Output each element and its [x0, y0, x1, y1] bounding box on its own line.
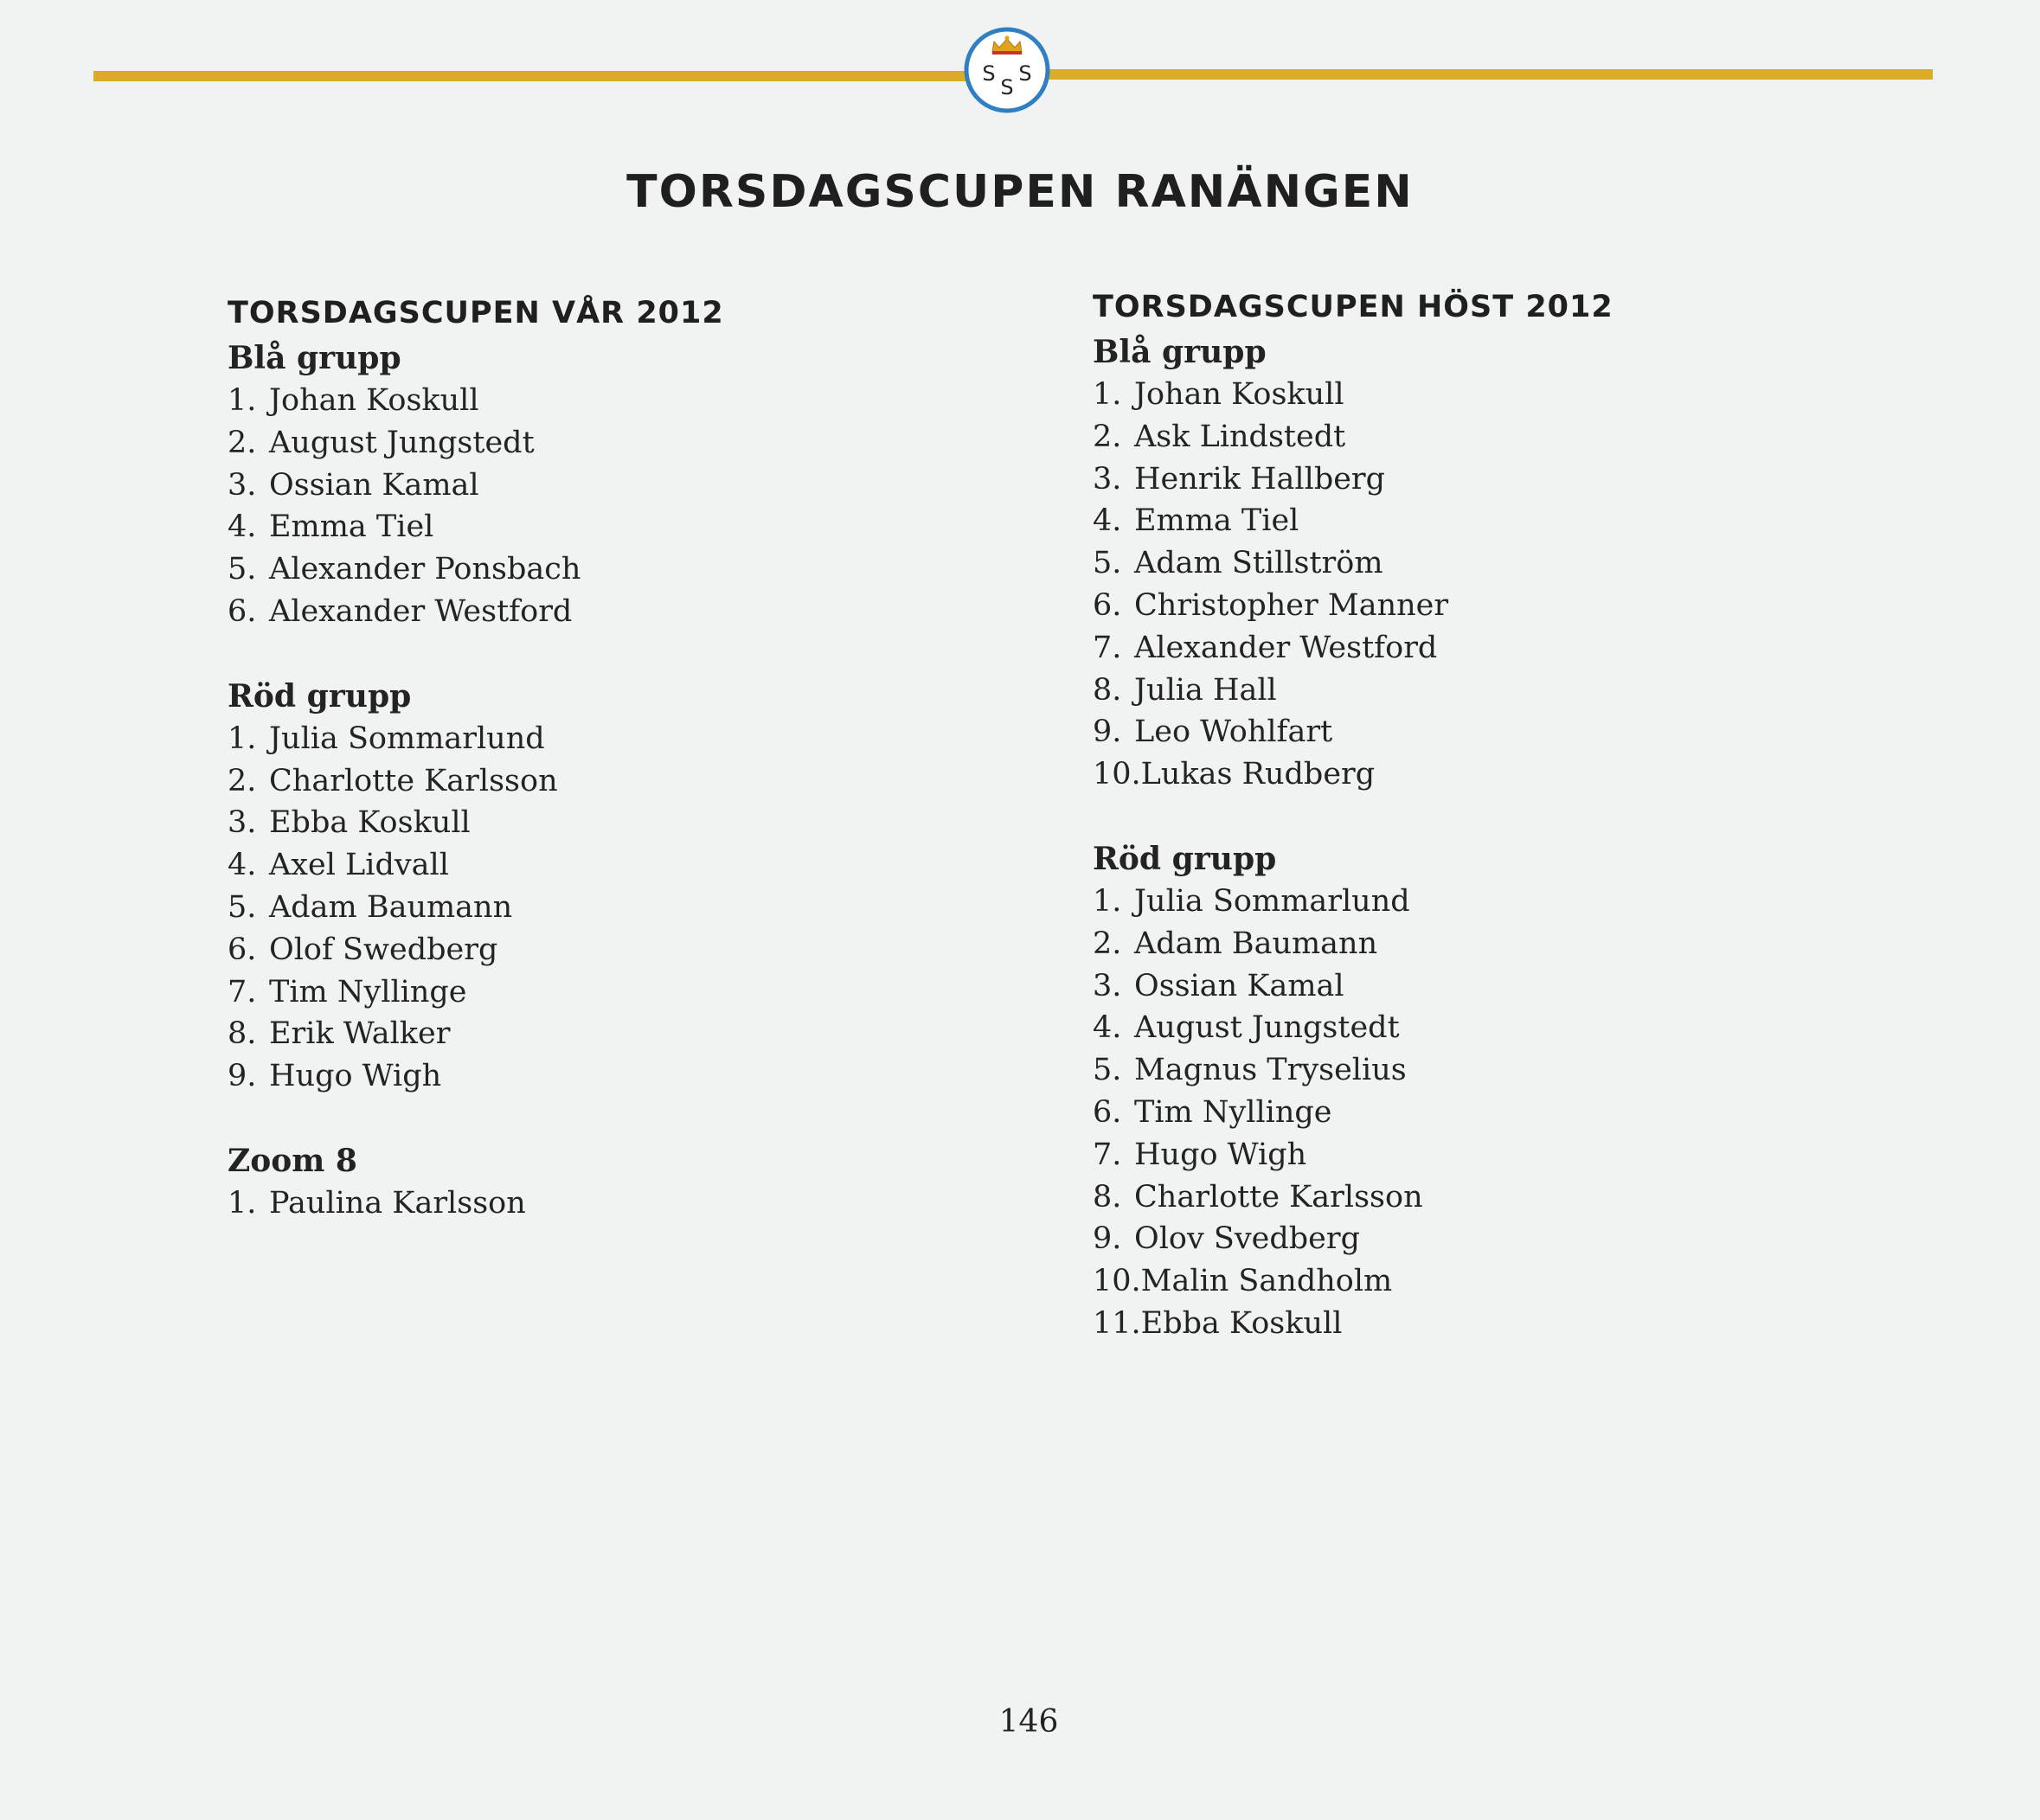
entry-rank: 4.	[228, 509, 257, 545]
entry-name: Julia Hall	[1134, 672, 1277, 708]
result-entry	[1093, 458, 1854, 501]
result-entry	[1093, 500, 1854, 542]
entry-name: Charlotte Karlsson	[269, 763, 558, 798]
result-entry	[228, 718, 989, 760]
entry-name: Adam Baumann	[269, 889, 513, 925]
entry-name: Ebba Koskull	[1140, 1305, 1343, 1341]
result-group	[1093, 838, 1854, 1345]
entry-rank: 9.	[228, 1059, 257, 1094]
result-entry	[1093, 1092, 1854, 1134]
entry-rank: 11.	[1093, 1305, 1141, 1341]
entry-rank: 1.	[228, 721, 257, 756]
entry-name: Julia Sommarlund	[1134, 883, 1410, 919]
page-title: TORSDAGSCUPEN RANÄNGEN	[626, 166, 1414, 218]
entry-rank: 7.	[228, 974, 257, 1009]
entry-rank: 6.	[228, 932, 257, 967]
entry-rank: 5.	[1093, 546, 1122, 581]
result-entry	[1093, 1049, 1854, 1092]
result-entry	[228, 887, 989, 929]
entry-rank: 6.	[1093, 1094, 1122, 1130]
entry-rank: 3.	[1093, 968, 1122, 1003]
entry-name: Emma Tiel	[1134, 503, 1299, 539]
result-entry	[1093, 585, 1854, 627]
result-entry	[228, 422, 989, 465]
entry-rank: 1.	[1093, 883, 1122, 919]
result-entry	[1093, 1303, 1854, 1345]
group-list	[228, 337, 989, 1225]
entry-name: Christopher Manner	[1134, 587, 1449, 623]
entry-name: Johan Koskull	[269, 383, 479, 418]
group-title: Blå grupp	[228, 340, 401, 376]
entry-rank: 7.	[1093, 1137, 1122, 1172]
result-entry	[228, 548, 989, 591]
result-group	[1093, 331, 1854, 796]
result-entry	[228, 1182, 989, 1225]
entry-name: Adam Baumann	[1134, 926, 1378, 961]
club-logo	[963, 26, 1051, 114]
entry-name: Lukas Rudberg	[1140, 757, 1376, 792]
result-entry	[1093, 1218, 1854, 1260]
entry-rank: 2.	[1093, 419, 1122, 454]
entry-name: Ebba Koskull	[269, 805, 471, 841]
entry-rank: 9.	[1093, 1221, 1122, 1257]
result-entry	[1093, 1134, 1854, 1176]
result-entry	[1093, 416, 1854, 458]
entry-name: Emma Tiel	[269, 509, 434, 545]
entry-rank: 4.	[1093, 1010, 1122, 1046]
entry-name: Tim Nyllinge	[1134, 1094, 1332, 1130]
group-title: Röd grupp	[1093, 840, 1277, 877]
group-title: Röd grupp	[228, 677, 412, 715]
group-list	[1093, 331, 1854, 1345]
entry-rank: 5.	[228, 889, 257, 925]
entry-name: Olov Svedberg	[1134, 1221, 1360, 1257]
result-entry	[228, 971, 989, 1014]
entry-rank: 8.	[1093, 1179, 1122, 1214]
entry-name: Hugo Wigh	[1134, 1137, 1307, 1172]
group-title: Zoom 8	[228, 1142, 357, 1179]
entry-name: Henrik Hallberg	[1134, 461, 1386, 497]
result-entry	[1093, 1007, 1854, 1049]
result-entry	[228, 1055, 989, 1098]
entry-name: Tim Nyllinge	[269, 974, 467, 1009]
entry-rank: 9.	[1093, 715, 1122, 750]
entry-rank: 3.	[1093, 461, 1122, 497]
result-entry	[1093, 374, 1854, 416]
result-entry	[1093, 1260, 1854, 1303]
entry-rank: 2.	[228, 763, 257, 798]
entry-rank: 2.	[228, 425, 257, 460]
entry-rank: 4.	[228, 848, 257, 883]
header-rule-left	[93, 71, 967, 81]
entry-rank: 5.	[228, 552, 257, 587]
entry-name: Ossian Kamal	[1134, 968, 1344, 1003]
result-entry	[1093, 627, 1854, 670]
entry-name: Charlotte Karlsson	[1134, 1179, 1423, 1214]
result-entry	[228, 844, 989, 887]
result-group	[228, 676, 989, 1098]
result-entry	[1093, 711, 1854, 753]
result-entry	[228, 506, 989, 548]
entry-rank: 8.	[228, 1016, 257, 1052]
entry-name: Olof Swedberg	[269, 932, 498, 967]
entry-rank: 5.	[1093, 1053, 1122, 1088]
page-number: 146	[998, 1704, 1059, 1740]
entry-rank: 1.	[228, 1185, 257, 1221]
entry-name: Alexander Ponsbach	[269, 552, 581, 587]
result-entry	[228, 591, 989, 633]
result-entry	[1093, 1176, 1854, 1219]
result-entry	[228, 802, 989, 844]
logo-letter-2: S	[1000, 75, 1014, 99]
result-entry	[228, 929, 989, 971]
entry-rank: 2.	[1093, 926, 1122, 961]
entry-rank: 6.	[1093, 587, 1122, 623]
entry-rank: 10.	[1093, 757, 1141, 792]
result-entry	[1093, 670, 1854, 712]
entry-name: Adam Stillström	[1134, 546, 1383, 581]
result-entry	[228, 1013, 989, 1055]
entry-rank: 4.	[1093, 503, 1122, 539]
header-rule-right	[1049, 69, 1933, 80]
column-var-2012	[228, 294, 989, 1267]
column-host-2012	[1093, 288, 1854, 1387]
entry-rank: 1.	[1093, 377, 1122, 412]
entry-name: August Jungstedt	[1134, 1010, 1400, 1046]
result-entry	[1093, 965, 1854, 1008]
logo-letter-1: S	[982, 61, 996, 86]
entry-name: Paulina Karlsson	[269, 1185, 526, 1221]
entry-name: Hugo Wigh	[269, 1059, 442, 1094]
result-entry	[228, 380, 989, 422]
entry-rank: 8.	[1093, 672, 1122, 708]
entry-rank: 6.	[228, 593, 257, 629]
entry-name: August Jungstedt	[269, 425, 535, 460]
entry-name: Alexander Westford	[269, 593, 573, 629]
column-heading: TORSDAGSCUPEN HÖST 2012	[1093, 290, 1613, 324]
result-entry	[228, 760, 989, 803]
entry-name: Leo Wohlfart	[1134, 715, 1333, 750]
entry-name: Ossian Kamal	[269, 467, 479, 503]
entry-rank: 3.	[228, 467, 257, 503]
result-group	[228, 1140, 989, 1225]
result-entry	[1093, 542, 1854, 585]
column-heading: TORSDAGSCUPEN VÅR 2012	[228, 296, 724, 330]
entry-name: Axel Lidvall	[269, 848, 449, 883]
entry-name: Julia Sommarlund	[269, 721, 545, 756]
entry-rank: 10.	[1093, 1264, 1141, 1299]
result-entry	[1093, 923, 1854, 965]
entry-name: Johan Koskull	[1134, 377, 1344, 412]
group-title: Blå grupp	[1093, 334, 1267, 370]
entry-rank: 1.	[228, 383, 257, 418]
entry-name: Ask Lindstedt	[1134, 419, 1346, 454]
entry-rank: 7.	[1093, 630, 1122, 665]
result-entry	[228, 465, 989, 507]
entry-name: Magnus Tryselius	[1134, 1053, 1407, 1088]
entry-name: Malin Sandholm	[1140, 1264, 1393, 1299]
entry-name: Alexander Westford	[1134, 630, 1438, 665]
result-entry	[1093, 753, 1854, 796]
result-entry	[1093, 881, 1854, 923]
entry-rank: 3.	[228, 805, 257, 841]
logo-letter-3: S	[1018, 61, 1032, 86]
result-group	[228, 337, 989, 633]
entry-name: Erik Walker	[269, 1016, 451, 1052]
